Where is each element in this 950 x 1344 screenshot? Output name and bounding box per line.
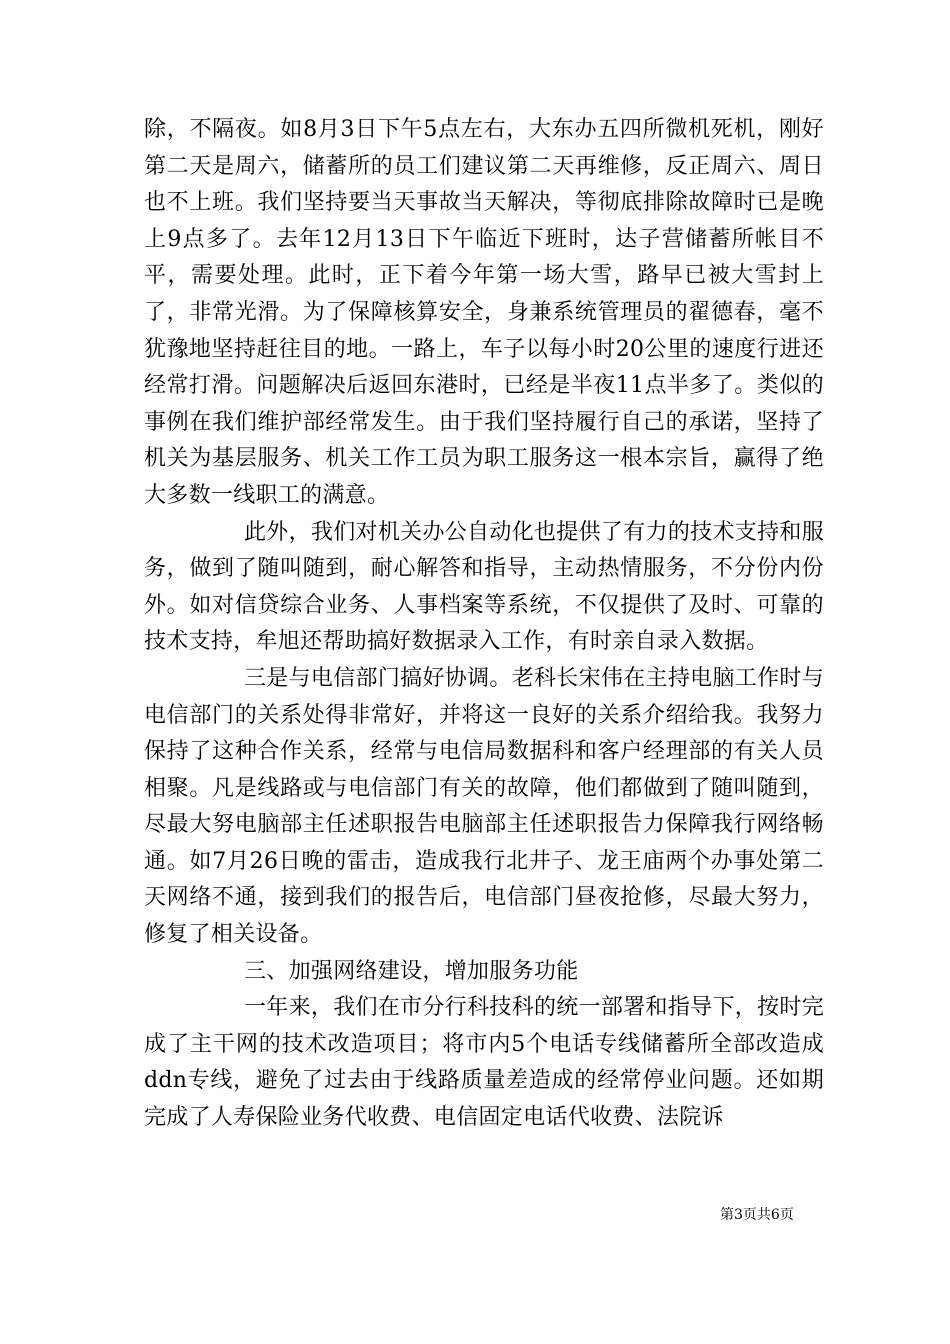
paragraph-4: 一年来，我们在市分行科技科的统一部署和指导下，按时完成了主干网的技术改造项目；将市内5个电话专线储蓄所全部改造成ddn专线，避免了过去由于线路质量差造成的经常停业问题。还如期完成了人寿保险业务代收费、电信固定电话代收费、法院诉: [144, 995, 824, 1131]
paragraph-3: 三是与电信部门搞好协调。老科长宋伟在主持电脑工作时与电信部门的关系处得非常好，并将这一良好的关系介绍给我。我努力保持了这种合作关系，经常与电信局数据科和客户经理部的有关人员相聚。凡是线路或与电信部门有关的故障，他们都做到了随叫随到，尽最大努电脑部主任述职报告电脑部主任述职报告力保障我行网络畅通。如7月26日晚的雷击，造成我行北井子、龙王庙两个办事处第二天网络不通，接到我们的报告后，电信部门昼夜抢修，尽最大努力，修复了相关设备。: [144, 665, 824, 948]
paragraph-1: 除，不隔夜。如8月3日下午5点左右，大东办五四所微机死机，刚好第二天是周六，储蓄所的员工们建议第二天再维修，反正周六、周日也不上班。我们坚持要当天事故当天解决，等彻底排除故障时已是晚上9点多了。去年12月13日下午临近下班时，达子营储蓄所帐目不平，需要处理。此时，正下着今年第一场大雪，路早已被大雪封上了，非常光滑。为了保障核算安全，身兼系统管理员的翟德春，毫不犹豫地坚持赶往目的地。一路上，车子以每小时20公里的速度行进还经常打滑。问题解决后返回东港时，已经是半夜11点半多了。类似的事例在我们维护部经常发生。由于我们坚持履行自己的承诺，坚持了机关为基层服务、机关工作工员为职工服务这一根本宗旨，赢得了绝大多数一线职工的满意。: [144, 117, 824, 508]
paragraph-2: 此外，我们对机关办公自动化也提供了有力的技术支持和服务，做到了随叫随到，耐心解答和指导，主动热情服务，不分份内份外。如对信贷综合业务、人事档案等系统，不仅提供了及时、可靠的技术支持，牟旭还帮助搞好数据录入工作，有时亲自录入数据。: [144, 519, 824, 655]
page-number-footer: 第3页共6页: [720, 1207, 794, 1223]
section-heading: 三、加强网络建设，增加服务功能: [244, 958, 579, 984]
document-body: [144, 112, 824, 1137]
